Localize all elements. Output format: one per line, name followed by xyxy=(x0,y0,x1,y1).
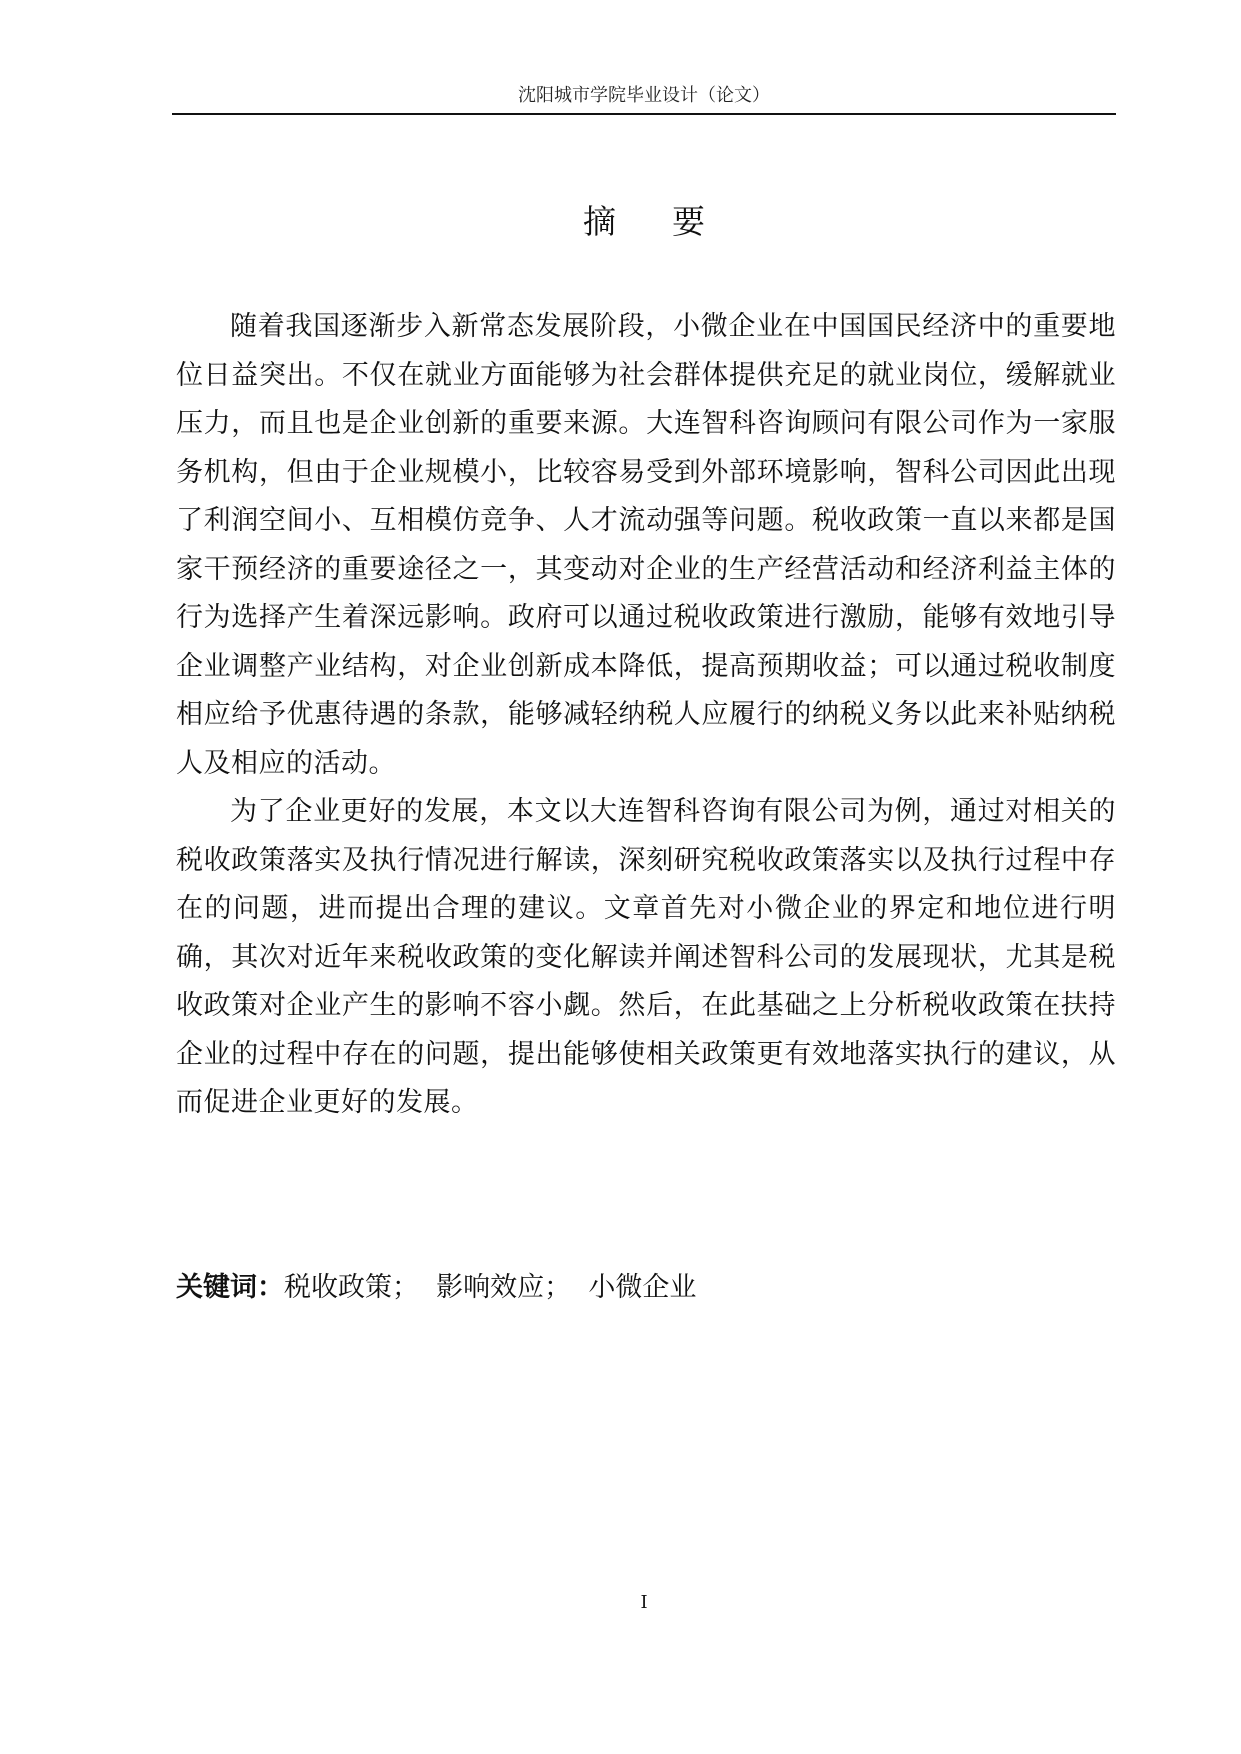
abstract-title: 摘要 xyxy=(583,202,761,241)
keywords-label: 关键词： xyxy=(176,1272,284,1303)
header-rule xyxy=(172,113,1116,115)
abstract-paragraph-2: 为了企业更好的发展，本文以大连智科咨询有限公司为例，通过对相关的税收政策落实及执行情况进行解读，深刻研究税收政策落实以及执行过程中存在的问题，进而提出合理的建议。文章首先对小微企业的界定和地位进行明确，其次对近年来税收政策的变化解读并阐述智科公司的发展现状，尤其是税收政策对企业产生的影响不容小觑。然后，在此基础之上分析税收政策在扶持企业的过程中存在的问题，提出能够使相关政策更有效地落实执行的建议，从而促进企业更好的发展。 xyxy=(176,796,1116,1118)
page-number: I xyxy=(640,1592,648,1613)
keywords-line xyxy=(176,1268,1116,1308)
abstract-paragraph-1: 随着我国逐渐步入新常态发展阶段，小微企业在中国国民经济中的重要地位日益突出。不仅在就业方面能够为社会群体提供充足的就业岗位，缓解就业压力，而且也是企业创新的重要来源。大连智科咨询顾问有限公司作为一家服务机构，但由于企业规模小，比较容易受到外部环境影响，智科公司因此出现了利润空间小、互相模仿竞争、人才流动强等问题。税收政策一直以来都是国家干预经济的重要途径之一，其变动对企业的生产经营活动和经济利益主体的行为选择产生着深远影响。政府可以通过税收政策进行激励，能够有效地引导企业调整产业结构，对企业创新成本降低，提高预期收益；可以通过税收制度相应给予优惠待遇的条款，能够减轻纳税人应履行的纳税义务以此来补贴纳税人及相应的活动。 xyxy=(176,311,1116,779)
running-header: 沈阳城市学院毕业设计（论文） xyxy=(518,85,770,106)
abstract-body xyxy=(176,303,1116,1128)
keywords-text: 税收政策； 影响效应； 小微企业 xyxy=(284,1272,697,1303)
